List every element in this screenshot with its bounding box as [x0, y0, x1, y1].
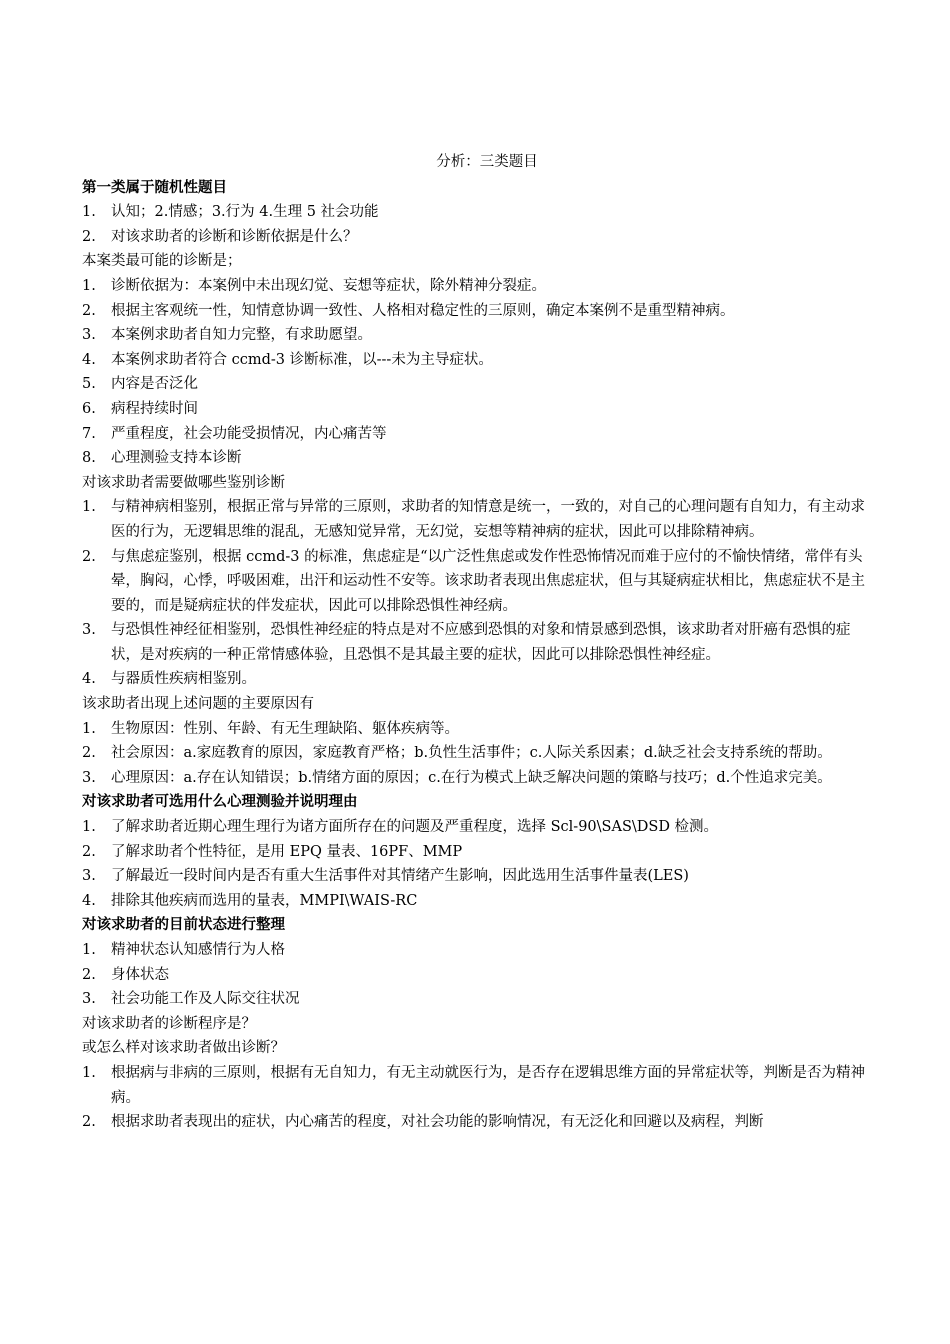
list-item-number: 1. — [82, 819, 96, 836]
list-item — [82, 422, 872, 447]
list-item-number: 1. — [82, 720, 96, 737]
list-item-number: 4. — [82, 351, 96, 368]
list-item-number: 1. — [82, 277, 96, 294]
list-item — [82, 766, 872, 791]
section-heading: 对该求助者可选用什么心理测验并说明理由 — [82, 793, 358, 811]
document-body — [82, 150, 872, 1135]
list-item-text: 社会功能工作及人际交往状况 — [111, 991, 300, 1008]
list-item-number: 1. — [82, 204, 96, 221]
list-item-number: 8. — [82, 450, 96, 467]
list-item — [82, 495, 872, 544]
list-item-text: 与恐惧性神经征相鉴别，恐惧性神经症的特点是对不应感到恐惧的对象和情景感到恐惧，该求助者对肝癌有恐惧的症状，是对疾病的一种正常情感体验，且恐惧不是其最主要的症状，因此可以排除恐惧性神经症。 — [111, 622, 851, 663]
list-item-text: 与精神病相鉴别，根据正常与异常的三原则，求助者的知情意是统一，一致的，对自己的心理问题有自知力，有主动求医的行为，无逻辑思维的混乱，无感知觉异常，无幻觉，妄想等精神病的症状，因此可以排除精神病。 — [111, 499, 865, 540]
list-item — [82, 372, 872, 397]
list-item — [82, 200, 872, 225]
list-item-number: 3. — [82, 622, 96, 639]
list-item-number: 1. — [82, 499, 96, 516]
list-item-text: 内容是否泛化 — [111, 376, 198, 393]
list-item-number: 4. — [82, 671, 96, 688]
list-item — [82, 667, 872, 692]
list-item — [82, 446, 872, 471]
section-heading: 第一类属于随机性题目 — [82, 178, 227, 196]
document-title: 分析：三类题目 — [436, 154, 538, 170]
document-blocks — [82, 176, 872, 1135]
list-item — [82, 840, 872, 865]
paragraph: 或怎么样对该求助者做出诊断？ — [82, 1040, 285, 1057]
list-item — [82, 225, 872, 250]
list-item-number: 2. — [82, 302, 96, 319]
list-item — [82, 717, 872, 742]
list-item — [82, 545, 872, 619]
paragraph: 对该求助者的诊断程序是？ — [82, 1015, 256, 1032]
list-item-number: 1. — [82, 1064, 96, 1081]
list-item — [82, 1110, 872, 1135]
paragraph: 本案类最可能的诊断是； — [82, 253, 242, 270]
list-item-text: 社会原因：a.家庭教育的原因，家庭教育严格；b.负性生活事件；c.人际关系因素；d.缺乏社会支持系统的帮助。 — [111, 745, 832, 762]
list-item-text: 根据主客观统一性，知情意协调一致性、人格相对稳定性的三原则，确定本案例不是重型精神病。 — [111, 302, 735, 319]
list-item-text: 与焦虑症鉴别，根据 ccmd-3 的标准，焦虑症是“以广泛性焦虑或发作性恐怖情况而难于应付的不愉快情绪，常伴有头晕，胸闷，心悸，呼吸困难，出汗和运动性不安等。该求助者表现出焦虑症状，但与其疑病症状相比，焦虑症状不是主要的，而是疑病症状的伴发症状，因此可以排除恐惧性神经病。 — [111, 548, 865, 614]
list-item-text: 排除其他疾病而选用的量表，MMPI\WAIS-RC — [111, 892, 418, 909]
paragraph: 对该求助者需要做哪些鉴别诊断 — [82, 474, 285, 491]
list-item-text: 病程持续时间 — [111, 400, 198, 417]
list-item-text: 对该求助者的诊断和诊断依据是什么？ — [111, 228, 358, 245]
list-item-text: 了解求助者个性特征，是用 EPQ 量表、16PF、MMP — [111, 843, 463, 860]
list-item-text: 心理测验支持本诊断 — [111, 450, 242, 467]
list-item — [82, 618, 872, 667]
list-item — [82, 963, 872, 988]
list-item — [82, 1061, 872, 1110]
list-item-number: 5. — [82, 376, 96, 393]
list-item-number: 2. — [82, 548, 96, 565]
list-item — [82, 987, 872, 1012]
list-item — [82, 274, 872, 299]
list-item-number: 3. — [82, 868, 96, 885]
list-item-text: 生物原因：性别、年龄、有无生理缺陷、躯体疾病等。 — [111, 720, 459, 737]
list-item-number: 2. — [82, 1114, 96, 1131]
list-item-number: 2. — [82, 966, 96, 983]
list-item-number: 3. — [82, 769, 96, 786]
list-item-number: 1. — [82, 942, 96, 958]
list-item-text: 精神状态认知感情行为人格 — [111, 942, 285, 958]
list-item-number: 2. — [82, 843, 96, 860]
list-item-text: 与器质性疾病相鉴别。 — [111, 671, 256, 688]
list-item — [82, 889, 872, 914]
list-item-text: 了解最近一段时间内是否有重大生活事件对其情绪产生影响，因此选用生活事件量表(LES) — [111, 868, 689, 885]
list-item-number: 7. — [82, 425, 96, 442]
list-item-text: 本案例求助者自知力完整，有求助愿望。 — [111, 327, 372, 344]
list-item-text: 诊断依据为：本案例中未出现幻觉、妄想等症状，除外精神分裂症。 — [111, 277, 546, 294]
section-heading: 对该求助者的目前状态进行整理 — [82, 916, 285, 934]
list-item-text: 身体状态 — [111, 966, 169, 983]
paragraph: 该求助者出现上述问题的主要原因有 — [82, 696, 314, 713]
list-item-text: 认知；2.情感；3.行为 4.生理 5 社会功能 — [111, 204, 379, 221]
list-item — [82, 299, 872, 324]
list-item-text: 心理原因：a.存在认知错误；b.情绪方面的原因；c.在行为模式上缺乏解决问题的策略与技巧；d.个性追求完美。 — [111, 769, 832, 786]
list-item-number: 2. — [82, 745, 96, 762]
list-item-text: 根据病与非病的三原则，根据有无自知力，有无主动就医行为，是否存在逻辑思维方面的异常症状等，判断是否为精神病。 — [111, 1064, 865, 1106]
list-item — [82, 864, 872, 889]
list-item-number: 6. — [82, 400, 96, 417]
list-item-number: 2. — [82, 228, 96, 245]
list-item-number: 4. — [82, 892, 96, 909]
list-item-text: 严重程度，社会功能受损情况，内心痛苦等 — [111, 425, 387, 442]
list-item-number: 3. — [82, 991, 96, 1008]
list-item-text: 本案例求助者符合 ccmd-3 诊断标准，以---未为主导症状。 — [111, 351, 493, 368]
list-item — [82, 741, 872, 766]
list-item-text: 根据求助者表现出的症状，内心痛苦的程度，对社会功能的影响情况，有无泛化和回避以及病程，判断 — [111, 1114, 764, 1131]
list-item — [82, 348, 872, 373]
list-item-text: 了解求助者近期心理生理行为诸方面所存在的问题及严重程度，选择 Scl-90\SAS\DSD 检测。 — [111, 819, 719, 836]
list-item — [82, 397, 872, 422]
list-item — [82, 938, 872, 963]
list-item — [82, 815, 872, 840]
list-item-number: 3. — [82, 327, 96, 344]
list-item — [82, 323, 872, 348]
